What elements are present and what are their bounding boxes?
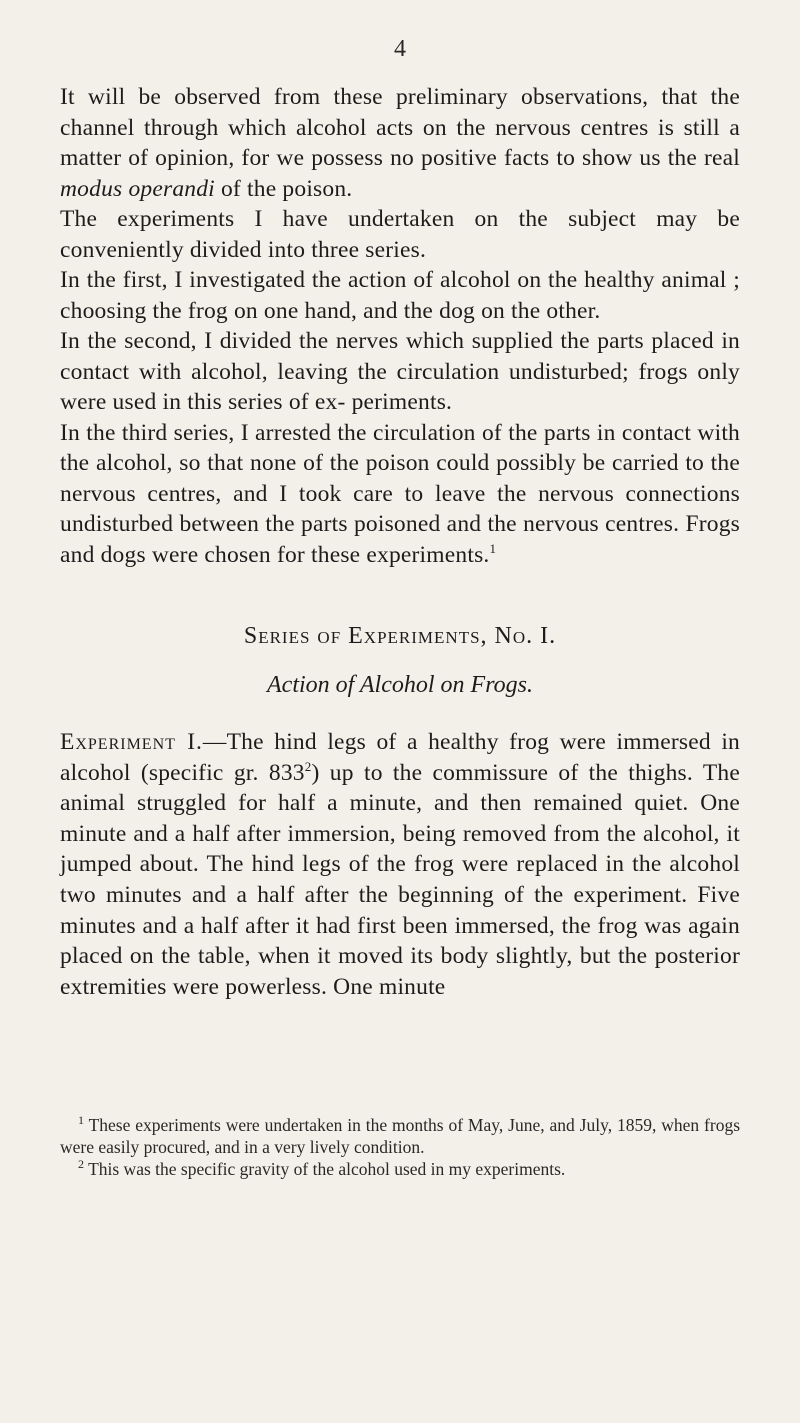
footnote-1: $^1$ These experiments were undertaken in the months of May, June, and July, 1859, when frogs were easily procured, and in a very lively condition. [60,1113,740,1157]
page-number: 4 [394,36,406,62]
paragraph-5: In the third series, I arrested the circulation of the parts in contact with the alcohol, so that none of the poison could possibly be carried to the nervous centres, and I took care to leave the nervous connections undisturbed between the parts poisoned and the nervous centres. Frogs and dogs were chosen for these experiments.$^1$ [60,419,740,568]
footnote-ref-1: 1 [489,540,497,556]
footnote-ref-2: 2 [304,758,312,774]
section-subheading: Action of Alcohol on Frogs. [267,672,533,698]
paragraph-4: In the second, I divided the nerves which supplied the parts placed in contact with alcohol, leaving the circulation undisturbed; frogs only were used in this series of ex- periments. [60,328,740,415]
paragraph-2: The experiments I have undertaken on the subject may be conveniently divided into three series. [60,206,740,263]
paragraph-1: It will be observed from these preliminary observations, that the channel through which alcohol acts on the nervous centres is still a matter of opinion, for we possess no positive facts to show us the real modus operandi of the poison. [60,84,741,202]
footnotes [60,1114,740,1180]
experiment-paragraph: Experiment I.—The hind legs of a healthy frog were immersed in alcohol (specific gr. $833^2$) up to the commissure of the thighs. The animal struggled for half a minute, and then remained quiet. One minute and a half after immersion, being removed from the alcohol, it jumped about. The hind legs of the frog were replaced in the alcohol two minutes and a half after the beginning of the experiment. Five minutes and a half after it had first been immersed, the frog was again placed on the table, when it moved its body slightly, but the posterior extremities were powerless. One minute [60,729,740,1000]
body-text [60,82,740,570]
footnote-2: $^2$ This was the specific gravity of the alcohol used in my experiments. [78,1157,566,1179]
series-heading: Series of Experiments, No. I. [243,623,557,649]
experiment-label: Experiment I. [60,729,203,755]
paragraph-3: In the first, I investigated the action of alcohol on the healthy animal ; choosing the frog on one hand, and the dog on the other. [60,267,740,324]
latin-phrase: modus operandi [60,175,215,202]
